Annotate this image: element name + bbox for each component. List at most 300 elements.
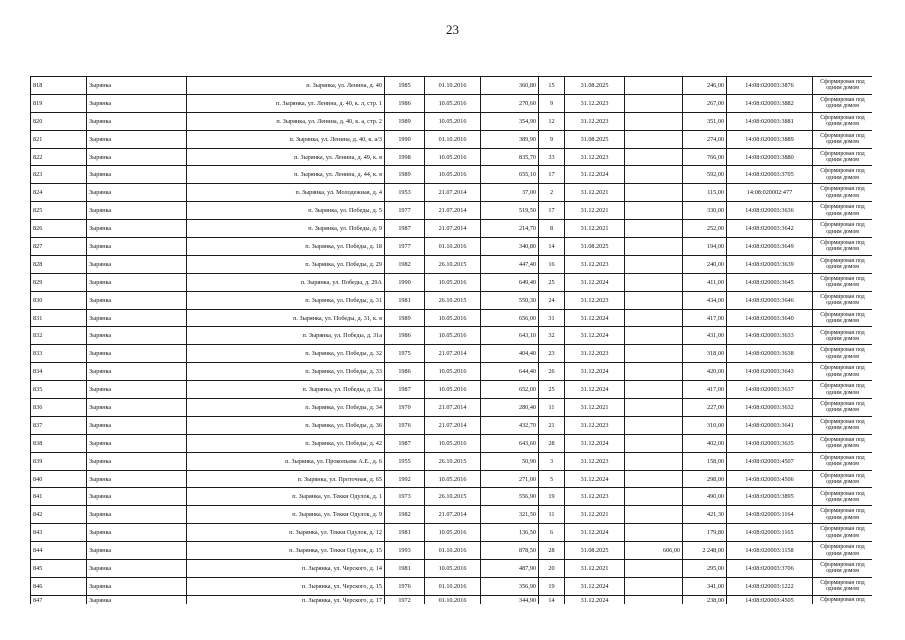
address-cell: п. Зырянка, ул. Текки Одулок, д. 15 [187, 542, 385, 560]
extra-value-cell [625, 345, 683, 363]
value-cell: 434,00 [683, 291, 727, 309]
extra-value-cell [625, 77, 683, 95]
address-cell: п. Зырянка, ул. Победы, д. 29 [187, 255, 385, 273]
count-cell: 12 [539, 112, 565, 130]
area-cell: 652,00 [481, 381, 539, 399]
address-cell: п. Зырянка, ул. Текки Одулок, д. 12 [187, 524, 385, 542]
end-date-cell: 31.12.2023 [565, 452, 625, 470]
address-cell: п. Зырянка, ул. Победы, д. 31а [187, 327, 385, 345]
status-cell: Сформирован под одним домом [813, 220, 873, 238]
extra-value-cell [625, 595, 683, 604]
cadastral-code-cell: 14:08:020002:477 [727, 184, 813, 202]
year-cell: 1982 [385, 255, 425, 273]
end-date-cell: 31.12.2023 [565, 416, 625, 434]
cadastral-code-cell: 14:08:020003:3881 [727, 112, 813, 130]
table-row [31, 238, 873, 256]
table-row [31, 524, 873, 542]
locality-cell: Зырянка [87, 112, 187, 130]
status-cell: Сформирован под одним домом [813, 381, 873, 399]
extra-value-cell [625, 238, 683, 256]
status-cell: Сформирован под одним домом [813, 273, 873, 291]
address-cell: п. Зырянка, ул. Победы, д. 29А [187, 273, 385, 291]
end-date-cell: 31.12.2021 [565, 202, 625, 220]
cadastral-code-cell: 14:08:020003:1165 [727, 524, 813, 542]
count-cell: 28 [539, 542, 565, 560]
count-cell: 17 [539, 166, 565, 184]
value-cell: 351,00 [683, 112, 727, 130]
date-cell: 10.05.2016 [425, 94, 481, 112]
area-cell: 280,40 [481, 399, 539, 417]
locality-cell: Зырянка [87, 542, 187, 560]
locality-cell: Зырянка [87, 595, 187, 604]
extra-value-cell [625, 202, 683, 220]
area-cell: 50,90 [481, 452, 539, 470]
end-date-cell: 31.12.2023 [565, 291, 625, 309]
count-cell: 11 [539, 399, 565, 417]
end-date-cell: 31.12.2024 [565, 595, 625, 604]
row-number: 827 [31, 238, 87, 256]
date-cell: 10.05.2016 [425, 363, 481, 381]
year-cell: 1986 [385, 327, 425, 345]
area-cell: 550,30 [481, 291, 539, 309]
locality-cell: Зырянка [87, 506, 187, 524]
status-cell: Сформирован под одним домом [813, 148, 873, 166]
year-cell: 1975 [385, 345, 425, 363]
value-cell: 295,00 [683, 560, 727, 578]
year-cell: 1977 [385, 202, 425, 220]
count-cell: 32 [539, 327, 565, 345]
address-cell: п. Зырянка, ул. Прокопьева А.Е., д. 6 [187, 452, 385, 470]
value-cell: 246,00 [683, 77, 727, 95]
status-cell: Сформирован под одним домом [813, 506, 873, 524]
date-cell: 21.07.2014 [425, 345, 481, 363]
cadastral-code-cell: 14:08:020003:3895 [727, 488, 813, 506]
year-cell: 1977 [385, 238, 425, 256]
status-cell: Сформирован под одним домом [813, 112, 873, 130]
date-cell: 01.10.2016 [425, 595, 481, 604]
extra-value-cell [625, 309, 683, 327]
address-cell: п. Зырянка, ул. Ленина, д. 49, к. в [187, 148, 385, 166]
status-cell: Сформирован под одним домом [813, 577, 873, 595]
address-cell: п. Зырянка, ул. Победы, д. 9 [187, 220, 385, 238]
extra-value-cell [625, 488, 683, 506]
cadastral-code-cell: 14:08:020003:3645 [727, 273, 813, 291]
cadastral-code-cell: 14:08:020003:3889 [727, 130, 813, 148]
date-cell: 26.10.2015 [425, 255, 481, 273]
address-cell: п. Зырянка, ул. Черского, д. 17 [187, 595, 385, 604]
count-cell: 24 [539, 291, 565, 309]
value-cell: 238,00 [683, 595, 727, 604]
row-number: 844 [31, 542, 87, 560]
year-cell: 1992 [385, 470, 425, 488]
address-cell: п. Зырянка, ул. Черского, д. 14 [187, 560, 385, 578]
end-date-cell: 31.12.2021 [565, 560, 625, 578]
date-cell: 26.10.2015 [425, 291, 481, 309]
area-cell: 271,00 [481, 470, 539, 488]
table-row [31, 470, 873, 488]
address-cell: п. Зырянка, ул. Молодежная, д. 4 [187, 184, 385, 202]
area-cell: 214,70 [481, 220, 539, 238]
date-cell: 10.05.2016 [425, 381, 481, 399]
locality-cell: Зырянка [87, 524, 187, 542]
table-row [31, 381, 873, 399]
date-cell: 01.10.2016 [425, 130, 481, 148]
year-cell: 1953 [385, 184, 425, 202]
count-cell: 9 [539, 94, 565, 112]
row-number: 843 [31, 524, 87, 542]
row-number: 845 [31, 560, 87, 578]
status-cell: Сформирован под [813, 595, 873, 604]
address-cell: п. Зырянка, ул. Текки Одулок, д. 1 [187, 488, 385, 506]
address-cell: п. Зырянка, ул. Черского, д. 15 [187, 577, 385, 595]
extra-value-cell [625, 273, 683, 291]
area-cell: 487,90 [481, 560, 539, 578]
value-cell: 490,00 [683, 488, 727, 506]
status-cell: Сформирован под одним домом [813, 363, 873, 381]
area-cell: 649,40 [481, 273, 539, 291]
cadastral-code-cell: 14:08:020003:4505 [727, 595, 813, 604]
status-cell: Сформирован под одним домом [813, 291, 873, 309]
value-cell: 341,00 [683, 577, 727, 595]
status-cell: Сформирован под одним домом [813, 327, 873, 345]
status-cell: Сформирован под одним домом [813, 184, 873, 202]
extra-value-cell: 606,00 [625, 542, 683, 560]
extra-value-cell [625, 166, 683, 184]
date-cell: 10.05.2016 [425, 327, 481, 345]
cadastral-code-cell: 14:08:020003:3639 [727, 255, 813, 273]
status-cell: Сформирован под одним домом [813, 452, 873, 470]
table-row [31, 184, 873, 202]
area-cell: 643,60 [481, 434, 539, 452]
area-cell: 37,00 [481, 184, 539, 202]
date-cell: 10.05.2016 [425, 560, 481, 578]
row-number: 831 [31, 309, 87, 327]
cadastral-code-cell: 14:08:020003:3649 [727, 238, 813, 256]
cadastral-code-cell: 14:08:020003:3640 [727, 309, 813, 327]
locality-cell: Зырянка [87, 291, 187, 309]
extra-value-cell [625, 399, 683, 417]
end-date-cell: 31.12.2024 [565, 434, 625, 452]
date-cell: 21.07.2014 [425, 202, 481, 220]
cadastral-code-cell: 14:08:020003:3637 [727, 381, 813, 399]
end-date-cell: 31.08.2025 [565, 77, 625, 95]
status-cell: Сформирован под одним домом [813, 416, 873, 434]
address-cell: п. Зырянка, ул. Победы, д. 31 [187, 291, 385, 309]
count-cell: 8 [539, 220, 565, 238]
area-cell: 270,60 [481, 94, 539, 112]
date-cell: 26.10.2015 [425, 488, 481, 506]
extra-value-cell [625, 452, 683, 470]
address-cell: п. Зырянка, ул. Победы, д. 5 [187, 202, 385, 220]
table-row [31, 77, 873, 95]
row-number: 830 [31, 291, 87, 309]
year-cell: 1990 [385, 273, 425, 291]
status-cell: Сформирован под одним домом [813, 434, 873, 452]
end-date-cell: 31.08.2025 [565, 542, 625, 560]
end-date-cell: 31.12.2023 [565, 255, 625, 273]
address-cell: п. Зырянка, ул. Ленина, д. 40, к. а/3 [187, 130, 385, 148]
status-cell: Сформирован под одним домом [813, 130, 873, 148]
status-cell: Сформирован под одним домом [813, 488, 873, 506]
status-cell: Сформирован под одним домом [813, 345, 873, 363]
extra-value-cell [625, 577, 683, 595]
date-cell: 01.10.2016 [425, 77, 481, 95]
table-row [31, 112, 873, 130]
year-cell: 1989 [385, 112, 425, 130]
area-cell: 321,50 [481, 506, 539, 524]
area-cell: 656,00 [481, 309, 539, 327]
end-date-cell: 31.12.2024 [565, 470, 625, 488]
status-cell: Сформирован под одним домом [813, 77, 873, 95]
locality-cell: Зырянка [87, 560, 187, 578]
extra-value-cell [625, 560, 683, 578]
cadastral-code-cell: 14:08:020003:3706 [727, 560, 813, 578]
year-cell: 1970 [385, 399, 425, 417]
value-cell: 2 248,00 [683, 542, 727, 560]
count-cell: 25 [539, 273, 565, 291]
count-cell: 19 [539, 488, 565, 506]
locality-cell: Зырянка [87, 220, 187, 238]
extra-value-cell [625, 130, 683, 148]
address-cell: п. Зырянка, ул. Ленина, д. 40, к. л, стр. 1 [187, 94, 385, 112]
table-row [31, 416, 873, 434]
table-row [31, 363, 873, 381]
row-number: 837 [31, 416, 87, 434]
cadastral-code-cell: 14:08:020003:3636 [727, 202, 813, 220]
row-number: 821 [31, 130, 87, 148]
area-cell: 655,10 [481, 166, 539, 184]
extra-value-cell [625, 381, 683, 399]
row-number: 826 [31, 220, 87, 238]
row-number: 823 [31, 166, 87, 184]
date-cell: 21.07.2014 [425, 184, 481, 202]
status-cell: Сформирован под одним домом [813, 202, 873, 220]
housing-table-wrapper [30, 76, 872, 604]
locality-cell: Зырянка [87, 345, 187, 363]
value-cell: 194,00 [683, 238, 727, 256]
address-cell: п. Зырянка, ул. Ленина, д. 44, к. в [187, 166, 385, 184]
locality-cell: Зырянка [87, 399, 187, 417]
table-row [31, 291, 873, 309]
year-cell: 1993 [385, 542, 425, 560]
end-date-cell: 31.12.2024 [565, 309, 625, 327]
area-cell: 354,90 [481, 112, 539, 130]
area-cell: 136,50 [481, 524, 539, 542]
year-cell: 1987 [385, 434, 425, 452]
status-cell: Сформирован под одним домом [813, 542, 873, 560]
value-cell: 417,00 [683, 381, 727, 399]
extra-value-cell [625, 112, 683, 130]
row-number: 819 [31, 94, 87, 112]
table-row [31, 488, 873, 506]
date-cell: 26.10.2015 [425, 452, 481, 470]
locality-cell: Зырянка [87, 416, 187, 434]
date-cell: 21.07.2014 [425, 416, 481, 434]
row-number: 825 [31, 202, 87, 220]
count-cell: 16 [539, 255, 565, 273]
locality-cell: Зырянка [87, 470, 187, 488]
area-cell: 556,90 [481, 488, 539, 506]
value-cell: 411,00 [683, 273, 727, 291]
value-cell: 421,30 [683, 506, 727, 524]
year-cell: 1981 [385, 560, 425, 578]
value-cell: 417,00 [683, 309, 727, 327]
status-cell: Сформирован под одним домом [813, 399, 873, 417]
date-cell: 10.05.2016 [425, 434, 481, 452]
cadastral-code-cell: 14:08:020003:3880 [727, 148, 813, 166]
table-row [31, 452, 873, 470]
area-cell: 432,70 [481, 416, 539, 434]
end-date-cell: 31.12.2021 [565, 184, 625, 202]
area-cell: 447,40 [481, 255, 539, 273]
extra-value-cell [625, 524, 683, 542]
extra-value-cell [625, 148, 683, 166]
end-date-cell: 31.12.2024 [565, 524, 625, 542]
value-cell: 267,00 [683, 94, 727, 112]
value-cell: 240,00 [683, 255, 727, 273]
locality-cell: Зырянка [87, 488, 187, 506]
cadastral-code-cell: 14:08:020003:3638 [727, 345, 813, 363]
count-cell: 31 [539, 309, 565, 327]
end-date-cell: 31.12.2024 [565, 327, 625, 345]
address-cell: п. Зырянка, ул. Победы, д. 18 [187, 238, 385, 256]
row-number: 842 [31, 506, 87, 524]
address-cell: п. Зырянка, ул. Победы, д. 31, к. в [187, 309, 385, 327]
locality-cell: Зырянка [87, 363, 187, 381]
count-cell: 25 [539, 381, 565, 399]
extra-value-cell [625, 327, 683, 345]
count-cell: 19 [539, 577, 565, 595]
row-number: 836 [31, 399, 87, 417]
extra-value-cell [625, 220, 683, 238]
area-cell: 643,10 [481, 327, 539, 345]
year-cell: 1987 [385, 220, 425, 238]
row-number: 824 [31, 184, 87, 202]
year-cell: 1982 [385, 506, 425, 524]
value-cell: 766,00 [683, 148, 727, 166]
year-cell: 1976 [385, 416, 425, 434]
end-date-cell: 31.12.2024 [565, 273, 625, 291]
end-date-cell: 31.12.2024 [565, 363, 625, 381]
table-row [31, 506, 873, 524]
row-number: 828 [31, 255, 87, 273]
count-cell: 9 [539, 130, 565, 148]
year-cell: 1955 [385, 452, 425, 470]
locality-cell: Зырянка [87, 94, 187, 112]
date-cell: 10.05.2016 [425, 148, 481, 166]
date-cell: 21.07.2014 [425, 220, 481, 238]
value-cell: 402,00 [683, 434, 727, 452]
end-date-cell: 31.12.2023 [565, 488, 625, 506]
date-cell: 10.05.2016 [425, 166, 481, 184]
value-cell: 420,00 [683, 363, 727, 381]
row-number: 822 [31, 148, 87, 166]
row-number: 841 [31, 488, 87, 506]
date-cell: 21.07.2014 [425, 399, 481, 417]
table-row [31, 542, 873, 560]
count-cell: 26 [539, 363, 565, 381]
value-cell: 592,00 [683, 166, 727, 184]
count-cell: 21 [539, 416, 565, 434]
table-row [31, 434, 873, 452]
cadastral-code-cell: 14:08:020003:4506 [727, 470, 813, 488]
locality-cell: Зырянка [87, 148, 187, 166]
locality-cell: Зырянка [87, 166, 187, 184]
table-row [31, 560, 873, 578]
row-number: 833 [31, 345, 87, 363]
locality-cell: Зырянка [87, 327, 187, 345]
table-row [31, 327, 873, 345]
page-number: 23 [446, 22, 459, 37]
end-date-cell: 31.08.2025 [565, 238, 625, 256]
value-cell: 158,00 [683, 452, 727, 470]
date-cell: 01.10.2016 [425, 542, 481, 560]
end-date-cell: 31.12.2024 [565, 381, 625, 399]
table-row [31, 220, 873, 238]
table-row [31, 399, 873, 417]
end-date-cell: 31.12.2024 [565, 577, 625, 595]
extra-value-cell [625, 506, 683, 524]
area-cell: 389,90 [481, 130, 539, 148]
date-cell: 10.05.2016 [425, 524, 481, 542]
count-cell: 15 [539, 77, 565, 95]
address-cell: п. Зырянка, ул. Проточная, д. 65 [187, 470, 385, 488]
address-cell: п. Зырянка, ул. Победы, д. 42 [187, 434, 385, 452]
count-cell: 2 [539, 184, 565, 202]
year-cell: 1989 [385, 166, 425, 184]
row-number: 838 [31, 434, 87, 452]
locality-cell: Зырянка [87, 130, 187, 148]
row-number: 834 [31, 363, 87, 381]
year-cell: 1981 [385, 291, 425, 309]
address-cell: п. Зырянка, ул. Победы, д. 33 [187, 363, 385, 381]
cadastral-code-cell: 14:08:020003:3633 [727, 327, 813, 345]
address-cell: п. Зырянка, ул. Победы, д. 33а [187, 381, 385, 399]
year-cell: 1973 [385, 488, 425, 506]
status-cell: Сформирован под одним домом [813, 94, 873, 112]
status-cell: Сформирован под одним домом [813, 470, 873, 488]
end-date-cell: 31.12.2023 [565, 345, 625, 363]
area-cell: 404,40 [481, 345, 539, 363]
end-date-cell: 31.12.2021 [565, 220, 625, 238]
locality-cell: Зырянка [87, 77, 187, 95]
row-number: 839 [31, 452, 87, 470]
cadastral-code-cell: 14:08:020003:1158 [727, 542, 813, 560]
date-cell: 01.10.2016 [425, 238, 481, 256]
cadastral-code-cell: 14:08:020003:3635 [727, 434, 813, 452]
end-date-cell: 31.12.2023 [565, 148, 625, 166]
table-row [31, 166, 873, 184]
status-cell: Сформирован под одним домом [813, 309, 873, 327]
status-cell: Сформирован под одним домом [813, 255, 873, 273]
table-row [31, 595, 873, 604]
row-number: 832 [31, 327, 87, 345]
value-cell: 318,00 [683, 345, 727, 363]
row-number: 840 [31, 470, 87, 488]
end-date-cell: 31.12.2023 [565, 94, 625, 112]
locality-cell: Зырянка [87, 273, 187, 291]
row-number: 847 [31, 595, 87, 604]
row-number: 818 [31, 77, 87, 95]
table-row [31, 255, 873, 273]
table-row [31, 94, 873, 112]
end-date-cell: 31.12.2024 [565, 166, 625, 184]
address-cell: п. Зырянка, ул. Текки Одулок, д. 9 [187, 506, 385, 524]
locality-cell: Зырянка [87, 309, 187, 327]
extra-value-cell [625, 94, 683, 112]
date-cell: 01.10.2016 [425, 577, 481, 595]
area-cell: 644,40 [481, 363, 539, 381]
